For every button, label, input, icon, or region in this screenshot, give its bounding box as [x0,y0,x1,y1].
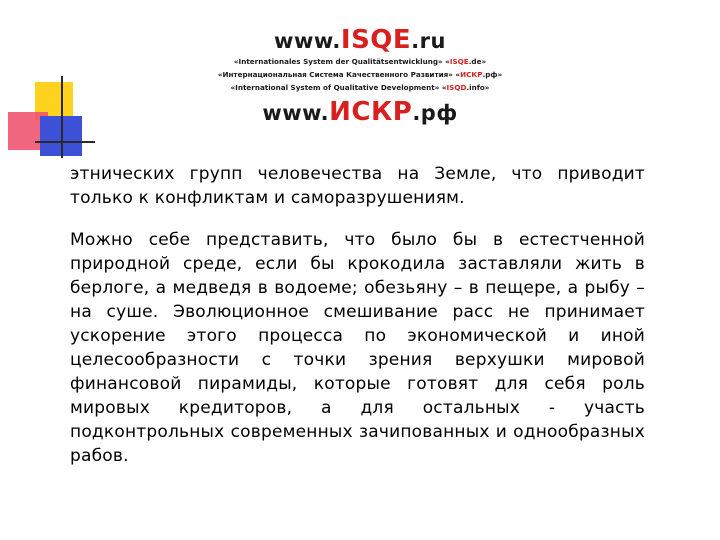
tagline-russian [160,68,560,81]
site-url-bottom-brand: ИСКР [329,97,413,127]
tagline-german-brand: ISQE [449,57,469,66]
tagline-english-text: «International System of Qualitative Development» « [230,83,447,92]
site-url-top [160,26,560,55]
site-url-bottom-suffix: .рф [412,101,458,125]
tagline-german-text: «Internationales System der Qualitätsentwicklung» « [233,57,450,66]
site-url-bottom [160,97,560,128]
tagline-german [160,55,560,68]
tagline-english-end: .info» [466,83,490,92]
decor-vertical-line [61,76,63,158]
tagline-english-brand: ISQD [446,83,467,92]
paragraph-2: Можно себе представить, что было бы в естестченной природной среде, если бы крокодила заставляли жить в берлоге, а медведя в водоеме; обезьяну – в пещере, а рыбу – на суше. Эволюционное смешивание расс не принимает ускорение этого процесса по экономической и иной целесообразности с точки зрения верхушки мировой финансовой пирамиды, которые готовят для себя роль мировых кредиторов, а для остальных - участь подконтрольных современных зачипованных и однообразных рабов. [70,230,645,466]
site-url-top-brand: ISQE [340,25,412,55]
decor-horizontal-line [35,141,95,143]
tagline-russian-text: «Интернациональная Система Качественного Развития» « [217,70,461,79]
body-text [70,162,645,468]
site-url-bottom-prefix: www. [262,101,330,125]
tagline-russian-end: .рф» [482,70,503,79]
tagline-russian-brand: ИСКР [460,70,483,79]
header-banner [160,26,560,128]
tagline-german-end: .de» [468,57,487,66]
site-url-top-prefix: www. [274,29,341,53]
site-url-top-suffix: .ru [411,29,446,53]
tagline-english [160,81,560,94]
paragraph-1: этнических групп человечества на Земле, что приводит только к конфликтам и саморазрушениям. [70,164,645,208]
